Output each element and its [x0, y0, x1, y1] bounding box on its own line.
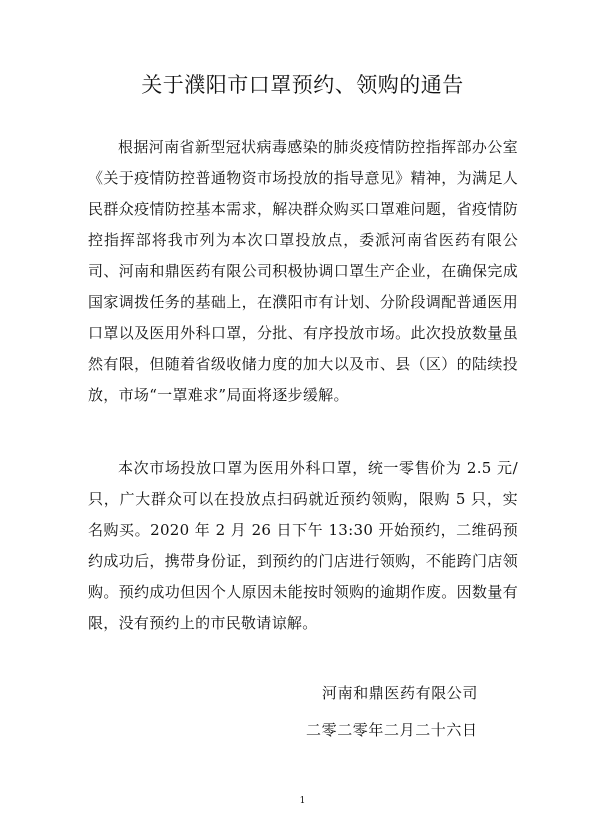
signature-company: 河南和鼎医药有限公司: [322, 684, 479, 702]
page-number: 1: [299, 796, 306, 806]
body-paragraph-1: 根据河南省新型冠状病毒感染的肺炎疫情防控指挥部办公室《关于疫情防控普通物资市场投放的指导意见》精神，为满足人民群众疫情防控基本需求，解决群众购买口罩难问题，省疫情防控指挥部将我市列为本次口罩投放点，委派河南省医药有限公司、河南和鼎医药有限公司积极协调口罩生产企业，在确保完成国家调拨任务的基础上，在濮阳市有计划、分阶段调配普通医用口罩以及医用外科口罩，分批、有序投放市场。此次投放数量虽然有限，但随着省级收储力度的加大以及市、县（区）的陆续投放，市场“一罩难求”局面将逐步缓解。: [88, 138, 518, 404]
signature-date: 二零二零年二月二十六日: [306, 721, 478, 739]
body-paragraph-2: 本次市场投放口罩为医用外科口罩，统一零售价为 2.5 元/只，广大群众可以在投放点扫码就近预约领购，限购 5 只，实名购买。2020 年 2 月 26 日下午 13:30 开始预约，二维码预约成功后，携带身份证，到预约的门店进行领购，不能跨门店领购。预约成功但因个人原因未能按时领购的逾期作废。因数量有限，没有预约上的市民敬请谅解。: [88, 459, 518, 632]
document-title: 关于濮阳市口罩预约、领购的通告: [141, 73, 464, 97]
